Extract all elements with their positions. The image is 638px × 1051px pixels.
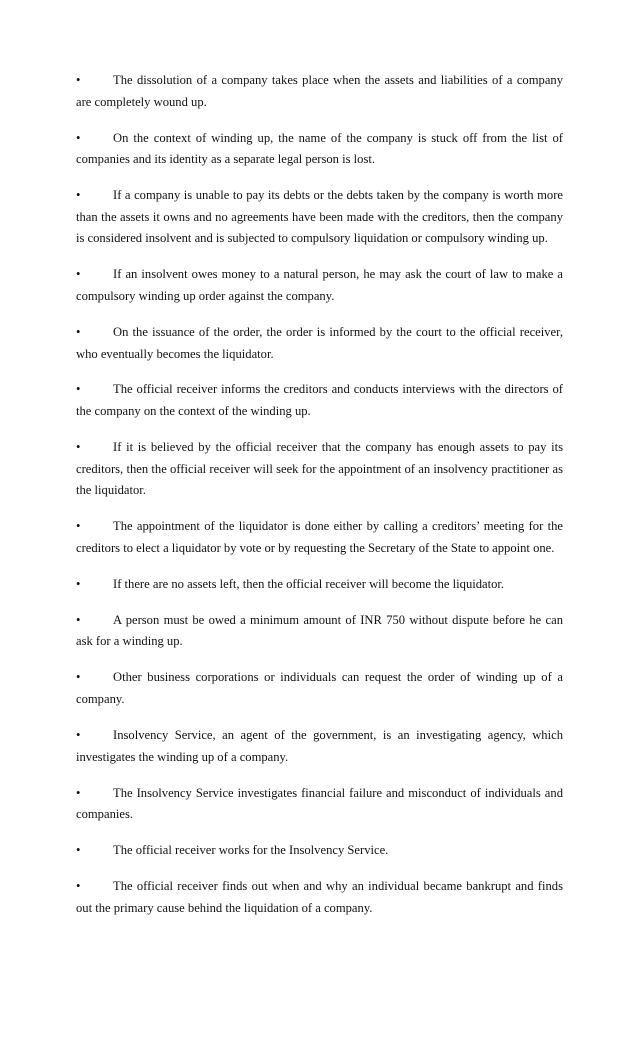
bullet-marker: • bbox=[76, 382, 81, 397]
list-item bbox=[76, 437, 563, 502]
list-item-text: The appointment of the liquidator is done either by calling a creditors’ meeting for the creditors to elect a liquidator by vote or by requesting the Secretary of the State to appoint one. bbox=[76, 519, 563, 555]
list-item-text: On the issuance of the order, the order is informed by the court to the official receiver, who eventually becomes the liquidator. bbox=[76, 324, 563, 361]
bullet-marker: • bbox=[76, 576, 81, 591]
list-item-text: If there are no assets left, then the official receiver will become the liquidator. bbox=[113, 576, 505, 591]
list-item-text: The official receiver finds out when and why an individual became bankrupt and finds out the primary cause behind the liquidation of a company. bbox=[76, 879, 563, 915]
list-item bbox=[76, 70, 563, 113]
list-item-text: Insolvency Service, an agent of the government, is an investigating agency, which investigates the winding up of a company. bbox=[76, 727, 563, 764]
list-item bbox=[76, 725, 563, 768]
bullet-marker: • bbox=[76, 324, 81, 339]
list-item bbox=[76, 783, 563, 826]
bullet-marker: • bbox=[76, 519, 81, 534]
bullet-marker: • bbox=[76, 785, 81, 800]
bullet-marker: • bbox=[76, 612, 81, 627]
bullet-marker: • bbox=[76, 267, 81, 282]
list-item bbox=[76, 128, 563, 171]
bullet-marker: • bbox=[76, 130, 81, 145]
list-item-text: If it is believed by the official receiver that the company has enough assets to pay its creditors, then the official receiver will seek for the appointment of an insolvency practitioner as the liquidator. bbox=[76, 440, 563, 498]
bullet-marker: • bbox=[76, 440, 81, 455]
list-item bbox=[76, 876, 563, 919]
list-item bbox=[76, 322, 563, 365]
list-item-text: On the context of winding up, the name of the company is stuck off from the list of companies and its identity as a separate legal person is lost. bbox=[76, 130, 563, 167]
bullet-list bbox=[76, 70, 563, 934]
list-item bbox=[76, 379, 563, 422]
list-item-text: Other business corporations or individuals can request the order of winding up of a company. bbox=[76, 670, 563, 706]
bullet-marker: • bbox=[76, 73, 81, 87]
bullet-marker: • bbox=[76, 727, 81, 742]
list-item bbox=[76, 516, 563, 559]
list-item bbox=[76, 574, 563, 596]
list-item bbox=[76, 840, 563, 862]
list-item bbox=[76, 667, 563, 710]
bullet-marker: • bbox=[76, 670, 81, 685]
list-item-text: If an insolvent owes money to a natural person, he may ask the court of law to make a compulsory winding up order against the company. bbox=[76, 267, 563, 303]
list-item bbox=[76, 610, 563, 653]
list-item bbox=[76, 185, 563, 250]
bullet-marker: • bbox=[76, 188, 81, 203]
list-item-text: A person must be owed a minimum amount of INR 750 without dispute before he can ask for a winding up. bbox=[76, 612, 563, 649]
list-item-text: The official receiver informs the creditors and conducts interviews with the directors of the company on the context of the winding up. bbox=[76, 382, 563, 419]
list-item bbox=[76, 264, 563, 307]
bullet-marker: • bbox=[76, 843, 81, 858]
list-item-text: The dissolution of a company takes place when the assets and liabilities of a company are completely wound up. bbox=[76, 73, 563, 109]
bullet-marker: • bbox=[76, 879, 81, 894]
list-item-text: The official receiver works for the Insolvency Service. bbox=[113, 843, 389, 858]
list-item-text: If a company is unable to pay its debts or the debts taken by the company is worth more than the assets it owns and no agreements have been made with the creditors, then the company is considered insolvent and is subjected to compulsory liquidation or compulsory winding up. bbox=[76, 188, 563, 246]
list-item-text: The Insolvency Service investigates financial failure and misconduct of individuals and companies. bbox=[76, 785, 563, 822]
